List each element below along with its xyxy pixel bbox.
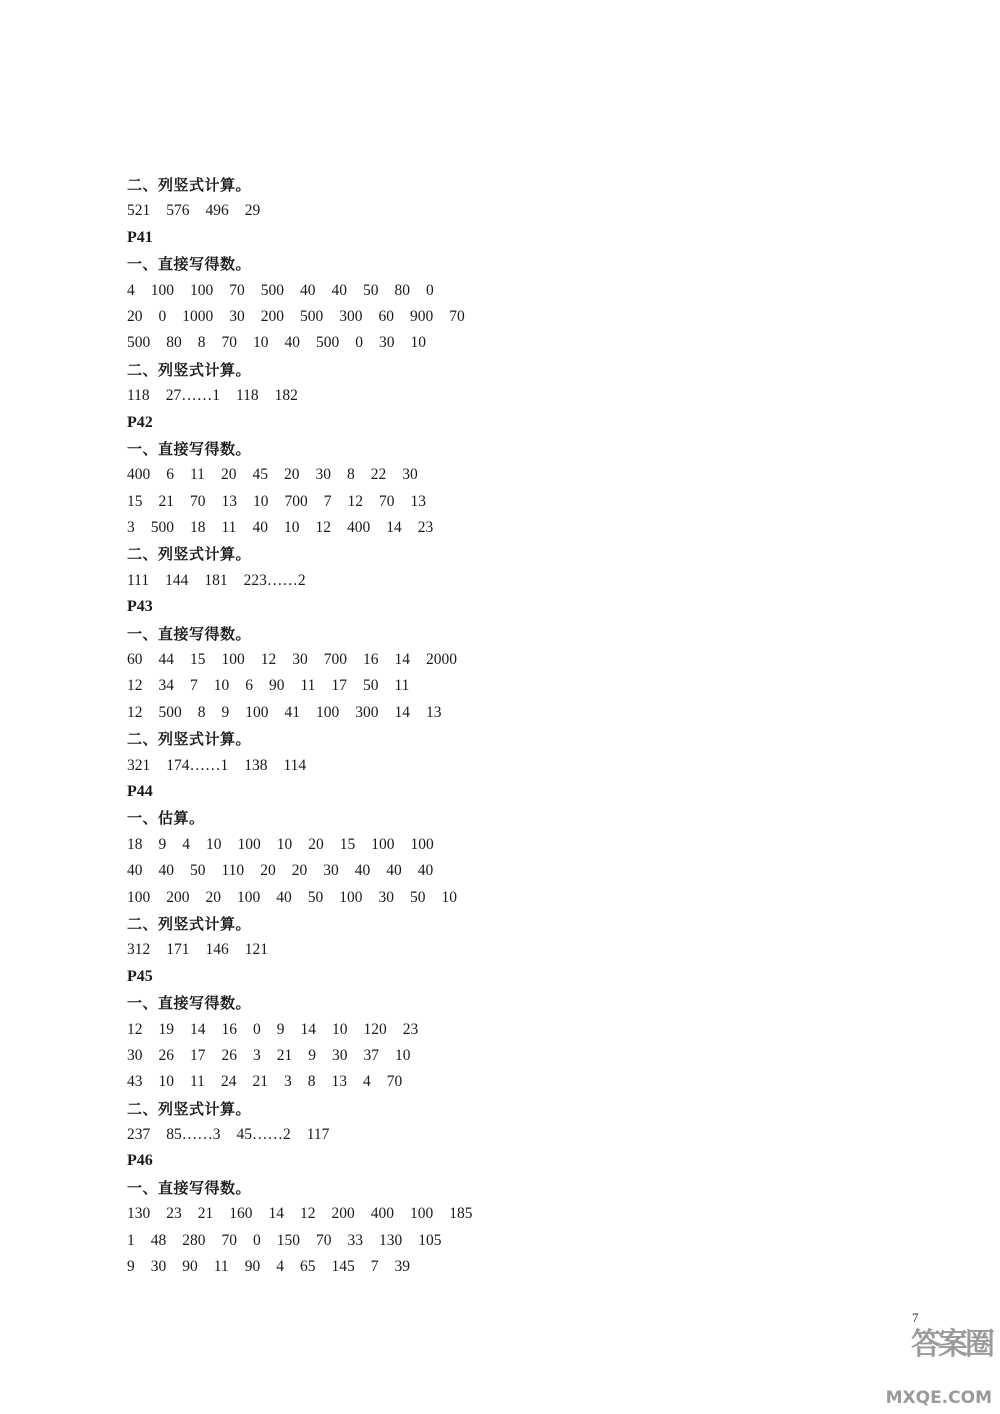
answer-value: 40 <box>331 281 347 299</box>
answer-value: 70 <box>449 307 465 325</box>
answer-row <box>127 462 947 488</box>
answer-value: 34 <box>158 677 174 695</box>
answer-value: 2000 <box>426 651 457 669</box>
answer-row <box>127 700 947 726</box>
answer-value: 4 <box>276 1258 284 1276</box>
answer-value: 11 <box>300 677 316 695</box>
answer-value: 30 <box>292 651 308 669</box>
answer-value: 321 <box>127 756 151 774</box>
answer-value: 4 <box>362 1073 371 1091</box>
answer-value: 121 <box>244 941 268 959</box>
answer-row <box>127 304 947 330</box>
page-label: P41 <box>127 228 153 246</box>
answer-value: 45 <box>252 466 268 484</box>
answer-row <box>127 753 947 779</box>
answer-value: 26 <box>221 1046 237 1064</box>
answer-value: 10 <box>332 1020 348 1038</box>
answer-value: 40 <box>386 862 402 880</box>
answer-value: 40 <box>252 519 268 537</box>
watermark <box>885 1327 992 1408</box>
answer-value: 500 <box>150 519 174 537</box>
answer-value: 181 <box>204 571 228 589</box>
answer-value: 11 <box>221 519 237 537</box>
answer-value: 40 <box>127 862 143 880</box>
answer-value: 41 <box>284 703 300 721</box>
answer-value: 30 <box>379 334 395 352</box>
answer-value: 21 <box>158 492 174 510</box>
answer-value: 21 <box>252 1073 268 1091</box>
answer-value: 12 <box>127 677 143 695</box>
answer-value: 45……2 <box>236 1126 291 1144</box>
answer-value: 50 <box>363 281 379 299</box>
answer-value: 200 <box>331 1205 355 1223</box>
answer-value: 17 <box>190 1046 206 1064</box>
answer-value: 18 <box>190 519 206 537</box>
answer-value: 14 <box>394 703 410 721</box>
answer-row <box>127 858 947 884</box>
answer-value: 100 <box>190 281 214 299</box>
answer-value: 12 <box>260 651 277 669</box>
answer-value: 6 <box>245 677 253 695</box>
answer-value: 90 <box>244 1258 261 1276</box>
section-heading: 二、列竖式计算。 <box>127 360 252 379</box>
answer-row <box>127 278 947 304</box>
answer-value: 174……1 <box>166 756 229 774</box>
answer-value: 500 <box>316 334 340 352</box>
answer-row <box>127 383 947 409</box>
answer-value: 10 <box>206 835 222 853</box>
answer-value: 400 <box>346 519 371 537</box>
answer-value: 27……1 <box>165 387 220 405</box>
section-heading: 一、直接写得数。 <box>127 994 252 1013</box>
answer-value: 30 <box>378 888 394 906</box>
answer-content <box>127 172 947 1280</box>
answer-value: 14 <box>386 519 402 537</box>
answer-value: 30 <box>127 1046 143 1064</box>
answer-value: 312 <box>127 941 151 959</box>
answer-value: 20 <box>291 862 308 880</box>
answer-value: 26 <box>158 1046 174 1064</box>
answer-value: 100 <box>339 888 363 906</box>
answer-row <box>127 673 947 699</box>
answer-value: 4 <box>127 281 135 299</box>
answer-value: 145 <box>331 1258 355 1276</box>
answer-value: 12 <box>127 1020 143 1038</box>
answer-value: 9 <box>127 1258 135 1276</box>
answer-value: 120 <box>363 1020 387 1038</box>
answer-value: 0 <box>253 1020 261 1038</box>
answer-value: 118 <box>235 387 259 405</box>
section-heading: 二、列竖式计算。 <box>127 545 252 564</box>
answer-value: 7 <box>190 677 198 695</box>
page-label: P44 <box>127 782 153 800</box>
answer-value: 118 <box>127 387 150 405</box>
answer-value: 39 <box>394 1258 410 1276</box>
answer-value: 10 <box>213 677 230 695</box>
answer-value: 12 <box>127 703 143 721</box>
answer-row <box>127 1228 947 1254</box>
answer-row <box>127 489 947 515</box>
answer-value: 496 <box>205 202 229 220</box>
answer-value: 30 <box>229 307 245 325</box>
answer-value: 48 <box>150 1231 167 1249</box>
answer-value: 171 <box>166 941 190 959</box>
answer-value: 500 <box>127 334 151 352</box>
answer-value: 40 <box>284 334 300 352</box>
answer-row <box>127 568 947 594</box>
answer-value: 10 <box>410 334 426 352</box>
answer-value: 16 <box>221 1020 237 1038</box>
answer-value: 9 <box>158 835 167 853</box>
answer-value: 20 <box>205 888 221 906</box>
answer-value: 9 <box>276 1020 285 1038</box>
answer-value: 14 <box>268 1205 284 1223</box>
answer-value: 3 <box>253 1046 261 1064</box>
page-label: P46 <box>127 1152 153 1170</box>
answer-value: 1 <box>127 1231 135 1249</box>
answer-value: 22 <box>370 466 387 484</box>
answer-value: 11 <box>190 1073 205 1091</box>
answer-value: 70 <box>221 334 237 352</box>
answer-value: 85……3 <box>166 1126 221 1144</box>
answer-value: 1000 <box>182 307 214 325</box>
answer-value: 100 <box>221 651 245 669</box>
answer-row <box>127 198 947 224</box>
answer-value: 14 <box>190 1020 206 1038</box>
answer-value: 80 <box>166 334 182 352</box>
answer-value: 50 <box>190 862 206 880</box>
answer-value: 300 <box>355 703 379 721</box>
page-label: P43 <box>127 598 153 616</box>
section-heading: 二、列竖式计算。 <box>127 730 252 749</box>
watermark-logo: 答案圈 <box>911 1327 992 1362</box>
answer-value: 90 <box>269 677 285 695</box>
answer-value: 400 <box>370 1205 394 1223</box>
answer-value: 90 <box>182 1258 198 1276</box>
answer-value: 200 <box>260 307 284 325</box>
page-label: P42 <box>127 413 153 431</box>
answer-value: 13 <box>221 492 237 510</box>
answer-value: 100 <box>371 835 395 853</box>
answer-value: 576 <box>166 202 190 220</box>
answer-value: 17 <box>331 677 347 695</box>
answer-value: 117 <box>306 1126 330 1144</box>
answer-value: 185 <box>449 1205 473 1223</box>
answer-value: 200 <box>166 888 190 906</box>
answer-row <box>127 832 947 858</box>
answer-value: 10 <box>158 1073 174 1091</box>
section-heading: 一、直接写得数。 <box>127 439 252 458</box>
answer-row <box>127 885 947 911</box>
answer-value: 100 <box>410 835 434 853</box>
answer-value: 10 <box>253 334 269 352</box>
answer-value: 40 <box>354 862 371 880</box>
page-label: P45 <box>127 967 153 985</box>
answer-value: 146 <box>205 941 229 959</box>
answer-value: 280 <box>182 1231 206 1249</box>
answer-value: 8 <box>197 703 206 721</box>
answer-value: 14 <box>300 1020 316 1038</box>
answer-value: 100 <box>237 888 261 906</box>
answer-value: 111 <box>127 571 150 589</box>
answer-value: 65 <box>299 1258 316 1276</box>
answer-value: 110 <box>221 862 245 880</box>
answer-value: 40 <box>158 862 174 880</box>
answer-value: 20 <box>127 307 143 325</box>
answer-value: 30 <box>323 862 339 880</box>
answer-value: 160 <box>229 1205 253 1223</box>
answer-row <box>127 1201 947 1227</box>
answer-value: 10 <box>253 492 269 510</box>
section-heading: 二、列竖式计算。 <box>127 914 252 933</box>
answer-value: 7 <box>323 492 332 510</box>
answer-value: 50 <box>410 888 426 906</box>
answer-value: 0 <box>253 1231 261 1249</box>
answer-value: 182 <box>274 387 298 405</box>
section-heading: 二、列竖式计算。 <box>127 1099 252 1118</box>
answer-value: 223……2 <box>243 571 306 589</box>
answer-value: 21 <box>276 1046 293 1064</box>
answer-value: 300 <box>339 307 363 325</box>
answer-row <box>127 1069 947 1095</box>
answer-value: 30 <box>402 466 418 484</box>
answer-value: 19 <box>158 1020 174 1038</box>
answer-value: 12 <box>347 492 363 510</box>
answer-value: 15 <box>127 492 143 510</box>
answer-value: 30 <box>315 466 331 484</box>
answer-value: 500 <box>300 307 324 325</box>
answer-value: 130 <box>379 1231 403 1249</box>
answer-value: 10 <box>395 1046 411 1064</box>
answer-value: 11 <box>394 677 410 695</box>
answer-value: 33 <box>347 1231 363 1249</box>
section-heading: 一、直接写得数。 <box>127 624 252 643</box>
answer-value: 15 <box>190 651 206 669</box>
answer-value: 70 <box>379 492 395 510</box>
answer-value: 30 <box>332 1046 348 1064</box>
answer-value: 43 <box>127 1073 143 1091</box>
answer-value: 40 <box>417 862 434 880</box>
answer-value: 138 <box>244 756 268 774</box>
answer-value: 70 <box>221 1231 237 1249</box>
answer-value: 100 <box>127 888 151 906</box>
answer-row <box>127 1122 947 1148</box>
answer-value: 12 <box>300 1205 316 1223</box>
answer-value: 150 <box>276 1231 300 1249</box>
answer-value: 10 <box>276 835 293 853</box>
section-heading: 二、列竖式计算。 <box>127 176 252 194</box>
answer-value: 60 <box>378 307 394 325</box>
answer-value: 60 <box>127 651 143 669</box>
answer-value: 3 <box>283 1073 292 1091</box>
answer-row <box>127 1254 947 1280</box>
answer-value: 20 <box>283 466 300 484</box>
answer-value: 13 <box>410 492 426 510</box>
answer-value: 500 <box>158 703 182 721</box>
answer-value: 23 <box>402 1020 419 1038</box>
answer-value: 521 <box>127 202 151 220</box>
answer-value: 900 <box>410 307 434 325</box>
answer-value: 15 <box>339 835 356 853</box>
answer-value: 70 <box>229 281 245 299</box>
answer-row <box>127 330 947 356</box>
answer-value: 6 <box>166 466 174 484</box>
answer-value: 100 <box>316 703 340 721</box>
answer-value: 105 <box>418 1231 442 1249</box>
answer-value: 70 <box>386 1073 403 1091</box>
answer-value: 23 <box>417 519 434 537</box>
answer-value: 3 <box>127 519 135 537</box>
answer-value: 4 <box>182 835 190 853</box>
answer-value: 10 <box>441 888 457 906</box>
answer-value: 130 <box>127 1205 151 1223</box>
answer-value: 50 <box>307 888 324 906</box>
answer-value: 11 <box>190 466 205 484</box>
answer-value: 50 <box>362 677 379 695</box>
answer-value: 40 <box>300 281 316 299</box>
answer-value: 237 <box>127 1126 151 1144</box>
answer-value: 0 <box>355 334 363 352</box>
answer-value: 80 <box>394 281 410 299</box>
answer-value: 20 <box>220 466 237 484</box>
answer-row <box>127 515 947 541</box>
answer-value: 700 <box>284 492 308 510</box>
answer-value: 700 <box>323 651 347 669</box>
answer-value: 0 <box>158 307 167 325</box>
answer-value: 9 <box>308 1046 316 1064</box>
answer-value: 30 <box>150 1258 167 1276</box>
answer-value: 8 <box>307 1073 316 1091</box>
answer-value: 12 <box>315 519 331 537</box>
watermark-domain: MXQE.COM <box>885 1388 992 1408</box>
answer-row <box>127 937 947 963</box>
answer-value: 21 <box>197 1205 214 1223</box>
answer-value: 44 <box>158 651 174 669</box>
answer-value: 9 <box>221 703 230 721</box>
answer-value: 70 <box>190 492 206 510</box>
answer-row <box>127 1043 947 1069</box>
answer-value: 11 <box>213 1258 229 1276</box>
page-number: 7 <box>912 1310 919 1325</box>
answer-value: 70 <box>316 1231 332 1249</box>
answer-value: 144 <box>165 571 189 589</box>
answer-value: 100 <box>245 703 269 721</box>
section-heading: 一、直接写得数。 <box>127 1178 252 1197</box>
answer-value: 8 <box>197 334 206 352</box>
answer-value: 7 <box>370 1258 379 1276</box>
answer-value: 10 <box>283 519 300 537</box>
answer-value: 114 <box>283 756 307 774</box>
answer-value: 29 <box>244 202 261 220</box>
section-heading: 一、直接写得数。 <box>127 255 252 274</box>
answer-value: 0 <box>426 281 434 299</box>
answer-value: 37 <box>363 1046 379 1064</box>
answer-value: 24 <box>220 1073 237 1091</box>
answer-value: 13 <box>331 1073 347 1091</box>
answer-value: 100 <box>150 281 174 299</box>
answer-value: 100 <box>410 1205 434 1223</box>
answer-value: 20 <box>260 862 276 880</box>
answer-value: 13 <box>426 703 442 721</box>
answer-row <box>127 647 947 673</box>
answer-row <box>127 1017 947 1043</box>
answer-value: 100 <box>237 835 261 853</box>
answer-value: 400 <box>127 466 151 484</box>
answer-value: 20 <box>308 835 324 853</box>
answer-value: 23 <box>166 1205 182 1223</box>
answer-value: 40 <box>276 888 292 906</box>
answer-value: 8 <box>346 466 355 484</box>
answer-value: 14 <box>394 651 410 669</box>
answer-value: 500 <box>260 281 284 299</box>
answer-value: 16 <box>363 651 379 669</box>
answer-value: 18 <box>127 835 143 853</box>
section-heading: 一、估算。 <box>127 809 205 828</box>
